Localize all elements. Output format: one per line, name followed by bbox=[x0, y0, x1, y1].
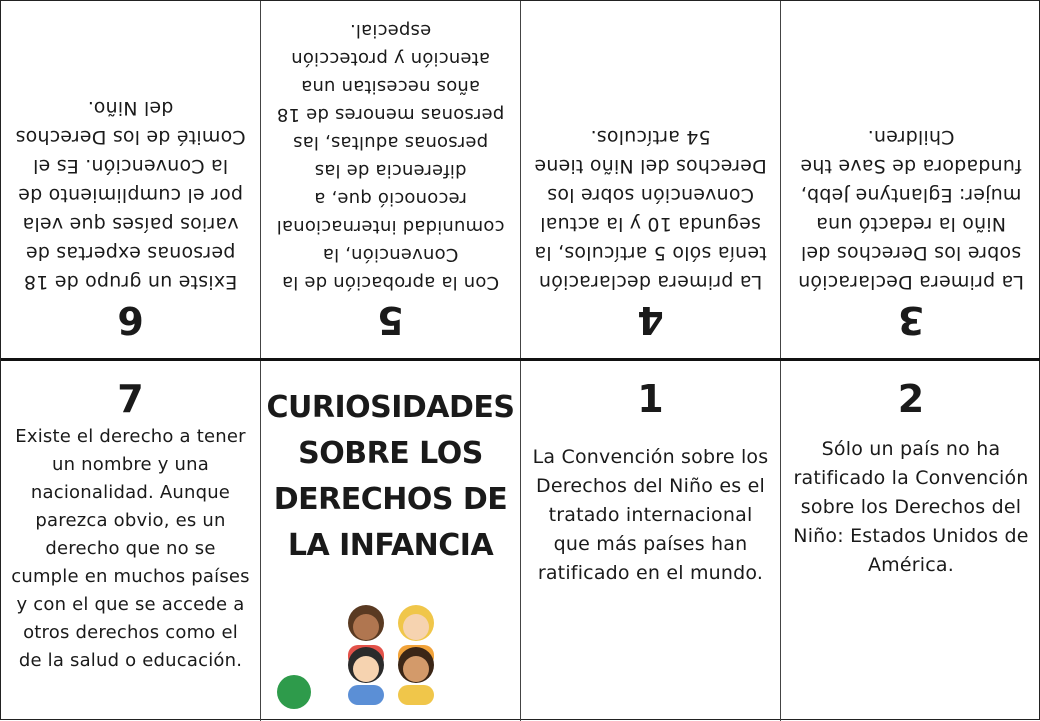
card-text: Sólo un país no ha ratificado la Convención sobre los Derechos del Niño: Estados Unidos de América. bbox=[793, 438, 1029, 576]
card-number: 7 bbox=[117, 377, 144, 421]
card-7 bbox=[1, 361, 261, 721]
green-circle-logo bbox=[277, 675, 311, 709]
card-3 bbox=[781, 1, 1040, 358]
card-number: 2 bbox=[897, 377, 925, 421]
card-4 bbox=[521, 1, 781, 358]
card-1 bbox=[521, 361, 781, 721]
card-text: La primera Declaración sobre los Derechos del Niño la redactó una mujer: Eglantyne Jebb, fundadora de Save the Children. bbox=[797, 126, 1025, 293]
bottom-row bbox=[1, 361, 1040, 721]
card-number: 5 bbox=[377, 298, 404, 342]
top-row-flipped bbox=[1, 1, 1040, 361]
card-text: Existe un grupo de 18 personas expertas de varios países que vela por el cumplimiento de la Convención. Es el Comité de los Derechos del Niño. bbox=[15, 97, 246, 293]
card-text: La Convención sobre los Derechos del Niño es el tratado internacional que más países han ratificado en el mundo. bbox=[532, 446, 769, 584]
card-5 bbox=[261, 1, 521, 358]
children-group-illustration bbox=[336, 595, 446, 705]
card-6 bbox=[1, 1, 261, 358]
card-2 bbox=[781, 361, 1040, 721]
card-text: Con la aprobación de la Convención, la comunidad internacional reconoció que, a diferencia de las personas adultas, las personas menores de 18 años necesitan una atención y protección especial. bbox=[276, 20, 505, 293]
card-text: Existe el derecho a tener un nombre y una nacionalidad. Aunque parezca obvio, es un derecho que no se cumple en muchos países y con el que se accede a otros derechos como el de la salud o educación. bbox=[11, 426, 250, 671]
title-card bbox=[261, 361, 521, 721]
card-number: 1 bbox=[637, 377, 664, 421]
card-number: 6 bbox=[117, 298, 144, 342]
card-number: 4 bbox=[637, 298, 664, 342]
card-text: La primera declaración tenía sólo 5 artículos, la segunda 10 y la actual Convención sobre los Derechos del Niño tiene 54 artículos. bbox=[534, 126, 767, 293]
card-number: 3 bbox=[897, 298, 925, 342]
page-title: CURIOSIDADES SOBRE LOS DERECHOS DE LA INFANCIA bbox=[266, 390, 515, 563]
